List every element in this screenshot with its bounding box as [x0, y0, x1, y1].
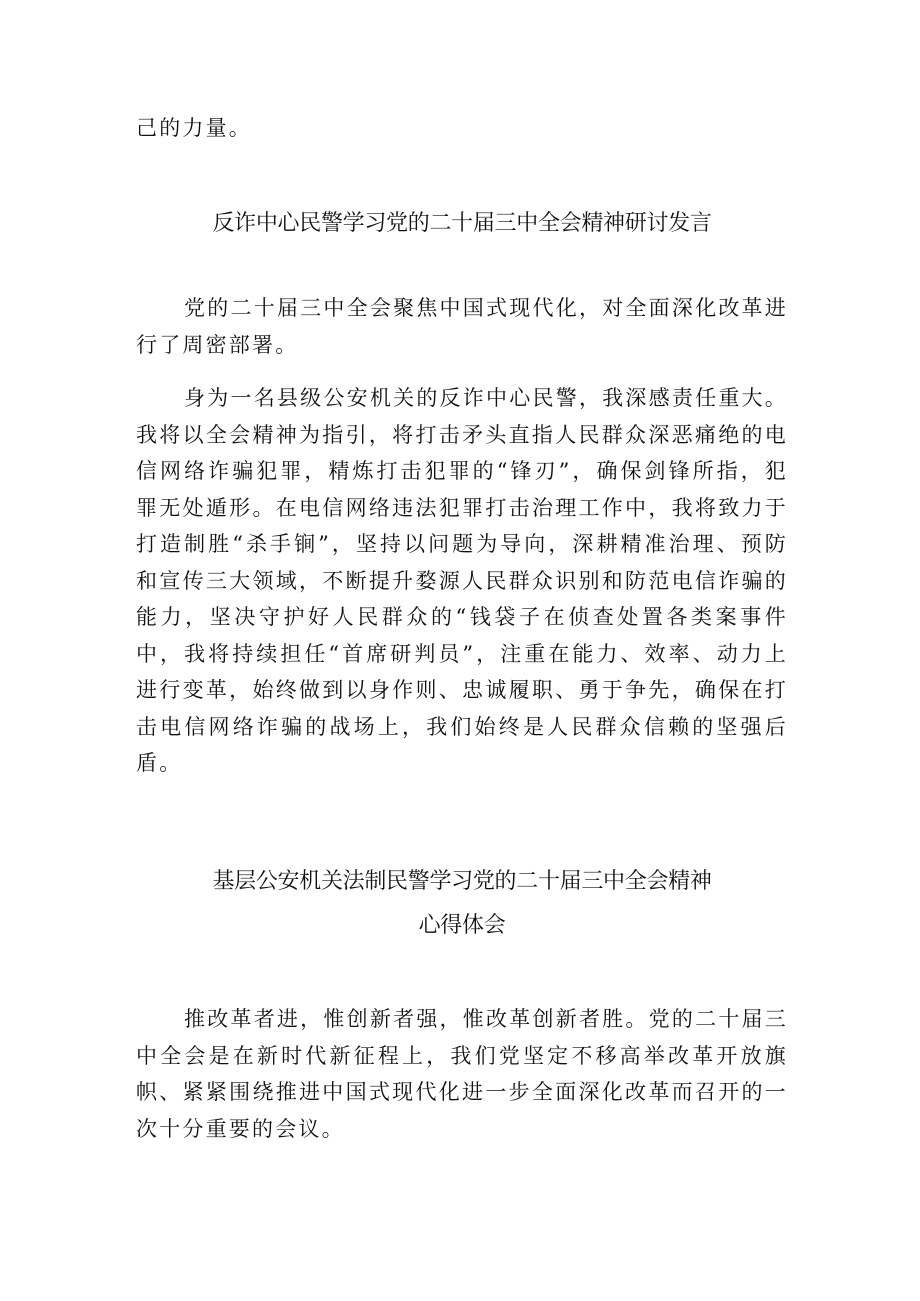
continued-paragraph: 己的力量。: [136, 116, 252, 140]
section-1-paragraph-1: 党的二十届三中全会聚焦中国式现代化，对全面深化改革进行了周密部署。: [136, 296, 788, 357]
section-1-title: 反诈中心民警学习党的二十届三中全会精神研讨发言: [212, 211, 712, 236]
section-2-title-line-2: 心得体会: [418, 913, 506, 938]
section-2-title-line-1: 基层公安机关法制民警学习党的二十届三中全会精神: [212, 869, 712, 894]
section-2-paragraph-1: 推改革者进，惟创新者强，惟改革创新者胜。党的二十届三中全会是在新时代新征程上，我们党坚定不移高举改革开放旗帜、紧紧围绕推进中国式现代化进一步全面深化改革而召开的一次十分重要的会议。: [136, 1007, 788, 1141]
section-1-paragraph-2: 身为一名县级公安机关的反诈中心民警，我深感责任重大。我将以全会精神为指引，将打击矛头直指人民群众深恶痛绝的电信网络诈骗犯罪，精炼打击犯罪的“锋刃”，确保剑锋所指，犯罪无处遁形。在电信网络违法犯罪打击治理工作中，我将致力于打造制胜“杀手锏”，坚持以问题为导向，深耕精准治理、预防和宣传三大领域，不断提升婺源人民群众识别和防范电信诈骗的能力，坚决守护好人民群众的“钱袋子在侦查处置各类案事件中，我将持续担任“首席研判员”，注重在能力、效率、动力上进行变革，始终做到以身作则、忠诚履职、勇于争先，确保在打击电信网络诈骗的战场上，我们始终是人民群众信赖的坚强后盾。: [136, 386, 788, 775]
